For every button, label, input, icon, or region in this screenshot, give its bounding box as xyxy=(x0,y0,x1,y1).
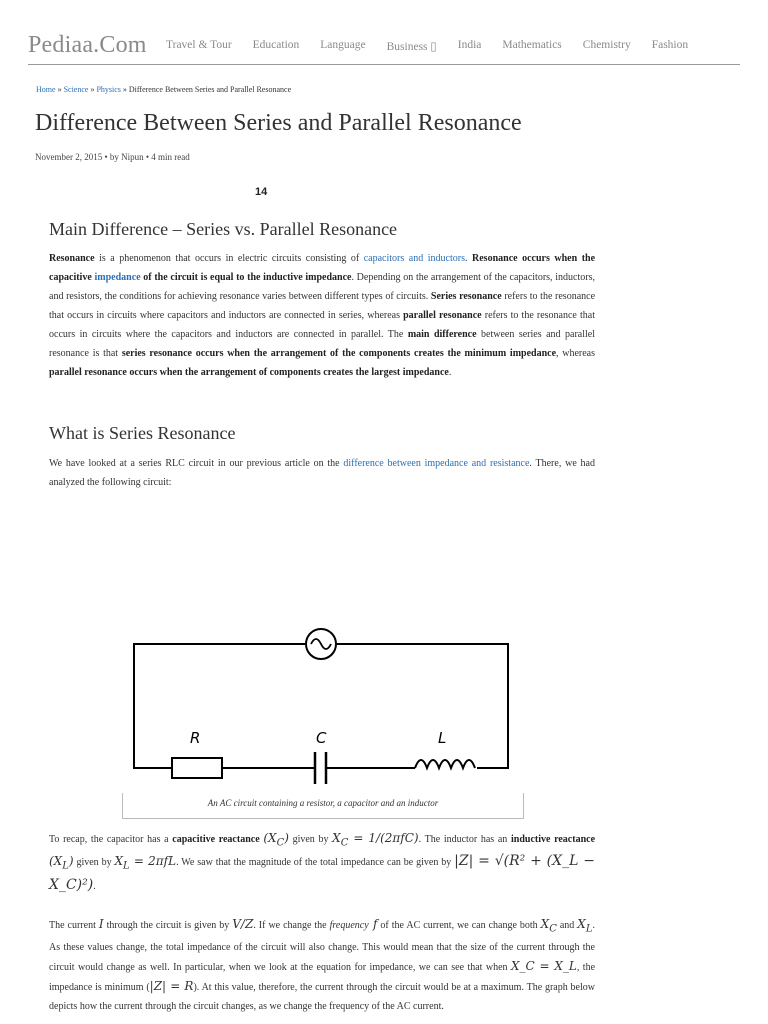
nav-item-travel[interactable]: Travel & Tour xyxy=(166,39,232,51)
text: . There, we had analyzed the following circuit: xyxy=(49,458,595,488)
text-bold: Resonance xyxy=(49,253,95,264)
resistor-label: R xyxy=(190,729,201,747)
link-capacitors-inductors[interactable]: capacitors and inductors xyxy=(363,253,465,264)
text-italic: frequency xyxy=(329,920,369,931)
math-resonance-condition: X_C = X_L xyxy=(511,959,577,974)
text: . xyxy=(464,253,473,264)
series-paragraph xyxy=(49,454,595,492)
breadcrumb-current: Difference Between Series and Parallel Resonance xyxy=(128,85,292,94)
text-bold: inductive reactance xyxy=(510,834,596,845)
math-xl xyxy=(577,917,593,935)
article-meta: November 2, 2015 • by Nipun • 4 min read xyxy=(35,152,190,162)
math-xl-formula xyxy=(114,854,177,872)
breadcrumb-home[interactable]: Home xyxy=(36,85,56,94)
recap-paragraph xyxy=(49,829,595,896)
nav-item-india[interactable]: India xyxy=(457,39,482,51)
text: refers to the resonance that occurs in circuits where capacitors and inductors are connected in series, whereas xyxy=(49,291,596,321)
math-text: = 1/(2πfC) xyxy=(348,831,419,845)
text-bold: capacitive reactance xyxy=(172,834,260,845)
text: between series and parallel resonance is that xyxy=(49,329,595,359)
text-bold: parallel resonance occurs when the arrangement of components creates the largest impedance xyxy=(49,367,449,378)
text-bold: main difference xyxy=(407,329,477,340)
site-header xyxy=(28,30,740,65)
figure-caption: An AC circuit containing a resistor, a capacitor and an inductor xyxy=(122,793,524,819)
capacitor-label: C xyxy=(316,729,327,747)
nav-item-chemistry[interactable]: Chemistry xyxy=(582,39,631,51)
breadcrumb-physics[interactable]: Physics xyxy=(96,85,121,94)
math-sub: L xyxy=(62,860,69,872)
text-bold: of the circuit is equal to the inductive impedance xyxy=(140,272,352,283)
breadcrumb xyxy=(36,85,291,94)
text: To recap, the capacitor has a xyxy=(49,834,173,845)
text: is a phenomenon that occurs in electric circuits consisting of xyxy=(94,253,364,264)
nav-item-language[interactable]: Language xyxy=(320,39,366,51)
math-impedance-formula: |Z| = √(R² + (X_L − X_C)²) xyxy=(49,853,595,893)
page-title: Difference Between Series and Parallel Resonance xyxy=(35,110,522,136)
math-i: I xyxy=(98,917,104,931)
text: . As these values change, the total impedance of the circuit will also change. This would mean that the size of the current through the circuit would change as well. In particular, when we look at the equation for impedance, we can see that when xyxy=(49,920,595,974)
text: given by xyxy=(288,834,333,845)
text: ). At this value, therefore, the current through the circuit would be at a maximum. The graph below depicts how the current through the circuit changes, as we change the frequency of the AC current. xyxy=(49,982,595,1013)
math-f: f xyxy=(368,917,378,931)
breadcrumb-separator: » xyxy=(55,85,64,94)
text-bold: series resonance occurs when the arrangement of the components creates the minimum impedance xyxy=(121,348,557,359)
math-xc-symbol xyxy=(263,831,289,849)
inductor-label: L xyxy=(438,729,447,747)
circuit-wire-top-left xyxy=(134,644,305,768)
text: The current xyxy=(49,920,99,931)
nav-item-fashion[interactable]: Fashion xyxy=(651,39,689,51)
math-text: X xyxy=(540,917,550,931)
math-xl-symbol xyxy=(49,854,74,872)
math-sub: C xyxy=(276,837,285,849)
math-sub: L xyxy=(123,860,130,872)
current-paragraph xyxy=(49,915,595,1016)
math-text: X xyxy=(577,917,586,931)
text: of the AC current, we can change both xyxy=(377,920,541,931)
text: . If we change the xyxy=(253,920,330,931)
section-heading-series-resonance: What is Series Resonance xyxy=(49,423,236,443)
math-text: X xyxy=(114,854,124,869)
math-sub: L xyxy=(585,923,593,935)
math-xc-formula xyxy=(332,831,419,849)
text: refers to the resonance that occurs in circuits where the capacitors and inductors are connected in parallel. The xyxy=(49,310,595,340)
main-nav xyxy=(166,39,709,53)
site-logo[interactable]: Pediaa.Com xyxy=(28,32,147,58)
breadcrumb-separator: » xyxy=(88,85,97,94)
text: , whereas xyxy=(556,348,596,359)
math-xc xyxy=(540,917,557,935)
text: , the impedance is minimum ( xyxy=(49,962,596,994)
nav-item-business[interactable]: Business ▯ xyxy=(386,41,437,53)
circuit-wire-top-right xyxy=(337,644,508,768)
text: . We saw that the magnitude of the total impedance can be given by xyxy=(176,857,455,869)
resistor-symbol xyxy=(172,758,222,778)
link-impedance-resistance[interactable]: difference between impedance and resistance xyxy=(343,458,530,469)
share-count[interactable]: 14 xyxy=(255,186,268,198)
intro-paragraph xyxy=(49,249,595,382)
math-text: ) xyxy=(68,854,74,869)
text: given by xyxy=(73,857,115,869)
math-text: (X xyxy=(49,854,63,869)
text: . Depending on the arrangement of the capacitors, inductors, and resistors, the conditions for achieving resonance varies between different types of circuits. xyxy=(49,272,595,302)
ac-source-wave xyxy=(311,639,331,649)
text: . xyxy=(93,880,96,892)
math-text: X xyxy=(332,831,341,845)
text: and xyxy=(556,920,578,931)
text-bold: Series resonance xyxy=(430,291,502,302)
nav-item-education[interactable]: Education xyxy=(252,39,300,51)
math-text: (X xyxy=(263,831,277,845)
breadcrumb-science[interactable]: Science xyxy=(63,85,89,94)
link-impedance[interactable]: impedance xyxy=(94,272,141,283)
math-v-over-z: V/Z xyxy=(232,917,254,931)
breadcrumb-separator: » xyxy=(120,85,129,94)
text-bold: Resonance occurs when the capacitive xyxy=(49,253,596,283)
text: through the circuit is given by xyxy=(103,920,233,931)
math-text: ) xyxy=(284,831,289,845)
text: We have looked at a series RLC circuit in our previous article on the xyxy=(49,458,344,469)
nav-item-mathematics[interactable]: Mathematics xyxy=(502,39,562,51)
rlc-circuit-diagram xyxy=(122,614,524,820)
math-text: = 2πfL xyxy=(129,854,177,869)
text: . xyxy=(448,367,452,378)
text-bold: parallel resonance xyxy=(403,310,482,321)
math-min-impedance: |Z| = R xyxy=(149,979,194,994)
inductor-symbol xyxy=(415,760,475,768)
text: . The inductor has an xyxy=(418,834,511,845)
math-sub: C xyxy=(549,923,557,935)
math-sub: C xyxy=(340,837,349,849)
section-heading-main-difference: Main Difference – Series vs. Parallel Resonance xyxy=(49,219,398,239)
